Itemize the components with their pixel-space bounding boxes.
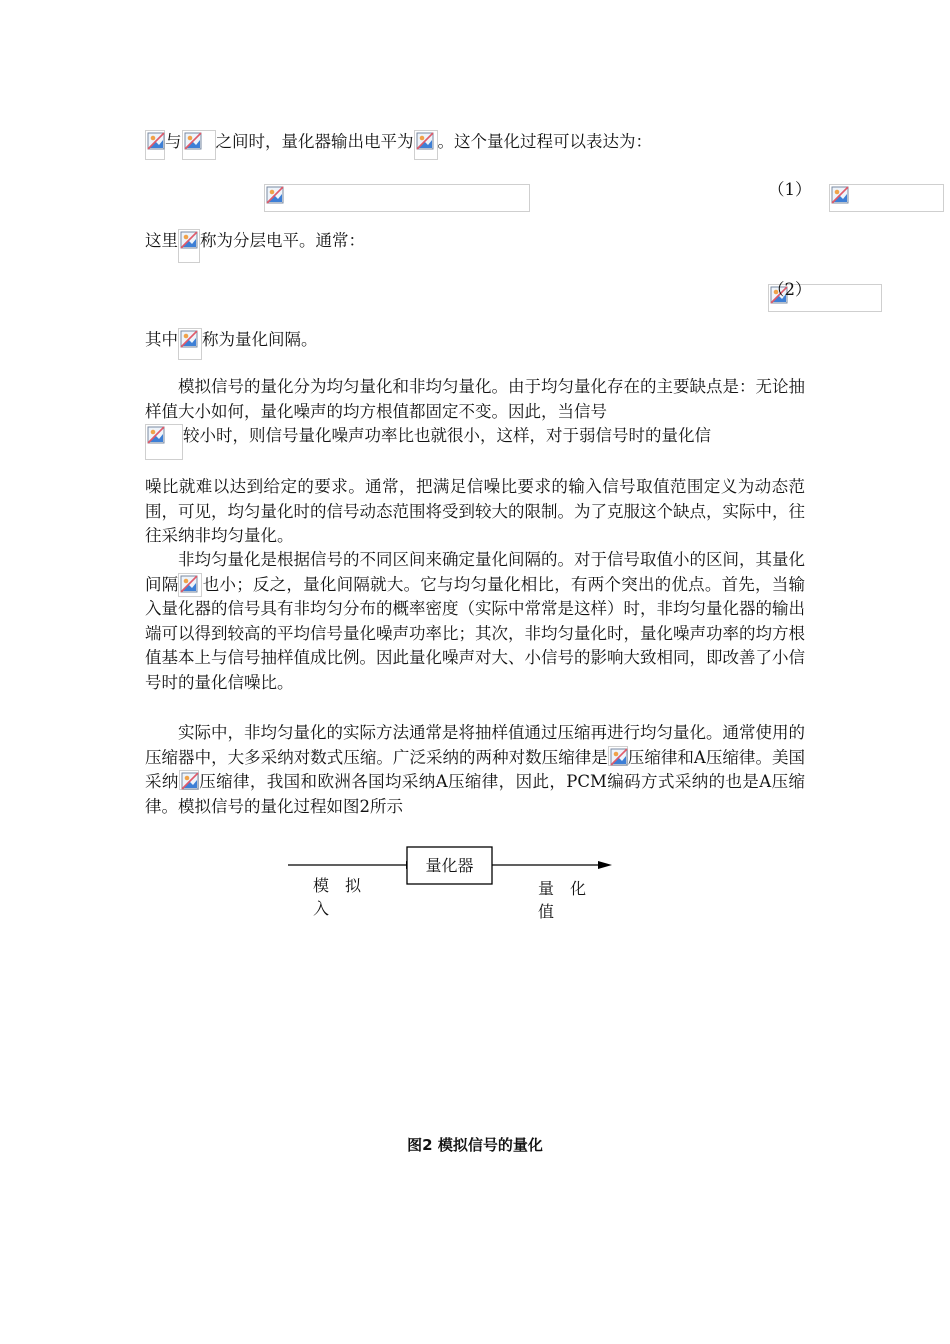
broken-image-icon (414, 130, 438, 160)
output-label-1: 量 化 (538, 879, 587, 898)
input-label-2: 入 (313, 899, 330, 918)
paragraph-3 (145, 721, 805, 819)
paragraph-1-text-b: 较小时，则信号量化噪声功率比也就很小，这样，对于弱信号时的量化信 (183, 426, 711, 445)
paragraph-1-text-a: 模拟信号的量化分为均匀量化和非均匀量化。由于均匀量化存在的主要缺点是：无论抽样值大小如何，量化噪声的均方根值都固定不变。因此，当信号 (145, 377, 805, 421)
broken-image-icon (178, 573, 202, 597)
broken-image-icon (145, 424, 183, 460)
line-where (145, 229, 365, 263)
paragraph-2 (145, 548, 805, 696)
broken-image-icon (145, 130, 165, 160)
output-arrow-head (598, 861, 612, 869)
line-1-seg1: 与 (165, 132, 182, 151)
line-quant-suffix: 称为量化间隔。 (202, 330, 318, 349)
line-1 (145, 130, 652, 160)
equation-1-image (264, 184, 530, 212)
paragraph-2-text-b: 也小；反之，量化间隔就大。它与均匀量化相比，有两个突出的优点。首先，当输入量化器的信号具有非均匀分布的概率密度（实际中常常是这样）时，非均匀量化器的输出端可以得到较高的平均信号量化噪声功率比；其次，非均匀量化时，量化噪声功率的均方根值基本上与信号抽样值成比例。因此量化噪声对大、小信号的影响大致相同，即改善了小信号时的量化信噪比。 (145, 574, 806, 692)
paragraph-3-text-a: 实际中，非均匀量化的实际方法通常是将抽样值通过压缩再进行均匀量化。通常使用的压缩器中，大多采纳对数式压缩。广泛采纳的两种对数压缩律是 (145, 723, 805, 767)
equation-1-number: （1） (768, 180, 812, 199)
paragraph-1 (145, 375, 805, 424)
line-where-prefix: 这里 (145, 231, 178, 250)
broken-image-icon (179, 770, 199, 790)
broken-image-icon (608, 746, 628, 766)
figure-caption: 图2 模拟信号的量化 (407, 1136, 543, 1154)
paragraph-1-cont (145, 475, 805, 549)
line-1-seg3: 。这个量化过程可以表达为： (437, 132, 652, 151)
broken-image-icon (178, 328, 202, 360)
output-label-2: 值 (538, 902, 555, 921)
paragraph-3-text-b: 压缩律和A压缩律。美国采纳 (145, 747, 806, 792)
line-quant-interval (145, 328, 318, 360)
equation-1-condition-image (829, 184, 944, 212)
broken-image-icon (182, 130, 216, 160)
equation-2-number: （2） (768, 280, 812, 299)
input-label-1: 模 拟 (313, 876, 362, 895)
paragraph-3-text-c: 压缩律，我国和欧洲各国均采纳A压缩律，因此，PCM编码方式采纳的也是A压缩律。模拟信号的量化过程如图2所示 (145, 772, 806, 816)
quantizer-box-label: 量化器 (425, 856, 474, 875)
line-quant-prefix: 其中 (145, 330, 178, 349)
broken-image-icon (178, 229, 200, 263)
line-where-suffix: 称为分层电平。通常： (200, 231, 365, 250)
paragraph-1-text-c: 噪比就难以达到给定的要求。通常，把满足信噪比要求的输入信号取值范围定义为动态范围，可见，均匀量化时的信号动态范围将受到较大的限制。为了克服这个缺点，实际中，往往采纳非均匀量化。 (145, 477, 805, 546)
paragraph-1-line3 (145, 424, 711, 460)
line-1-seg2: 之间时，量化器输出电平为 (215, 132, 414, 151)
paragraph-2-text-a: 非均匀量化是根据信号的不同区间来确定量化间隔的。对于信号取值小的区间，其量化间隔 (145, 550, 805, 594)
